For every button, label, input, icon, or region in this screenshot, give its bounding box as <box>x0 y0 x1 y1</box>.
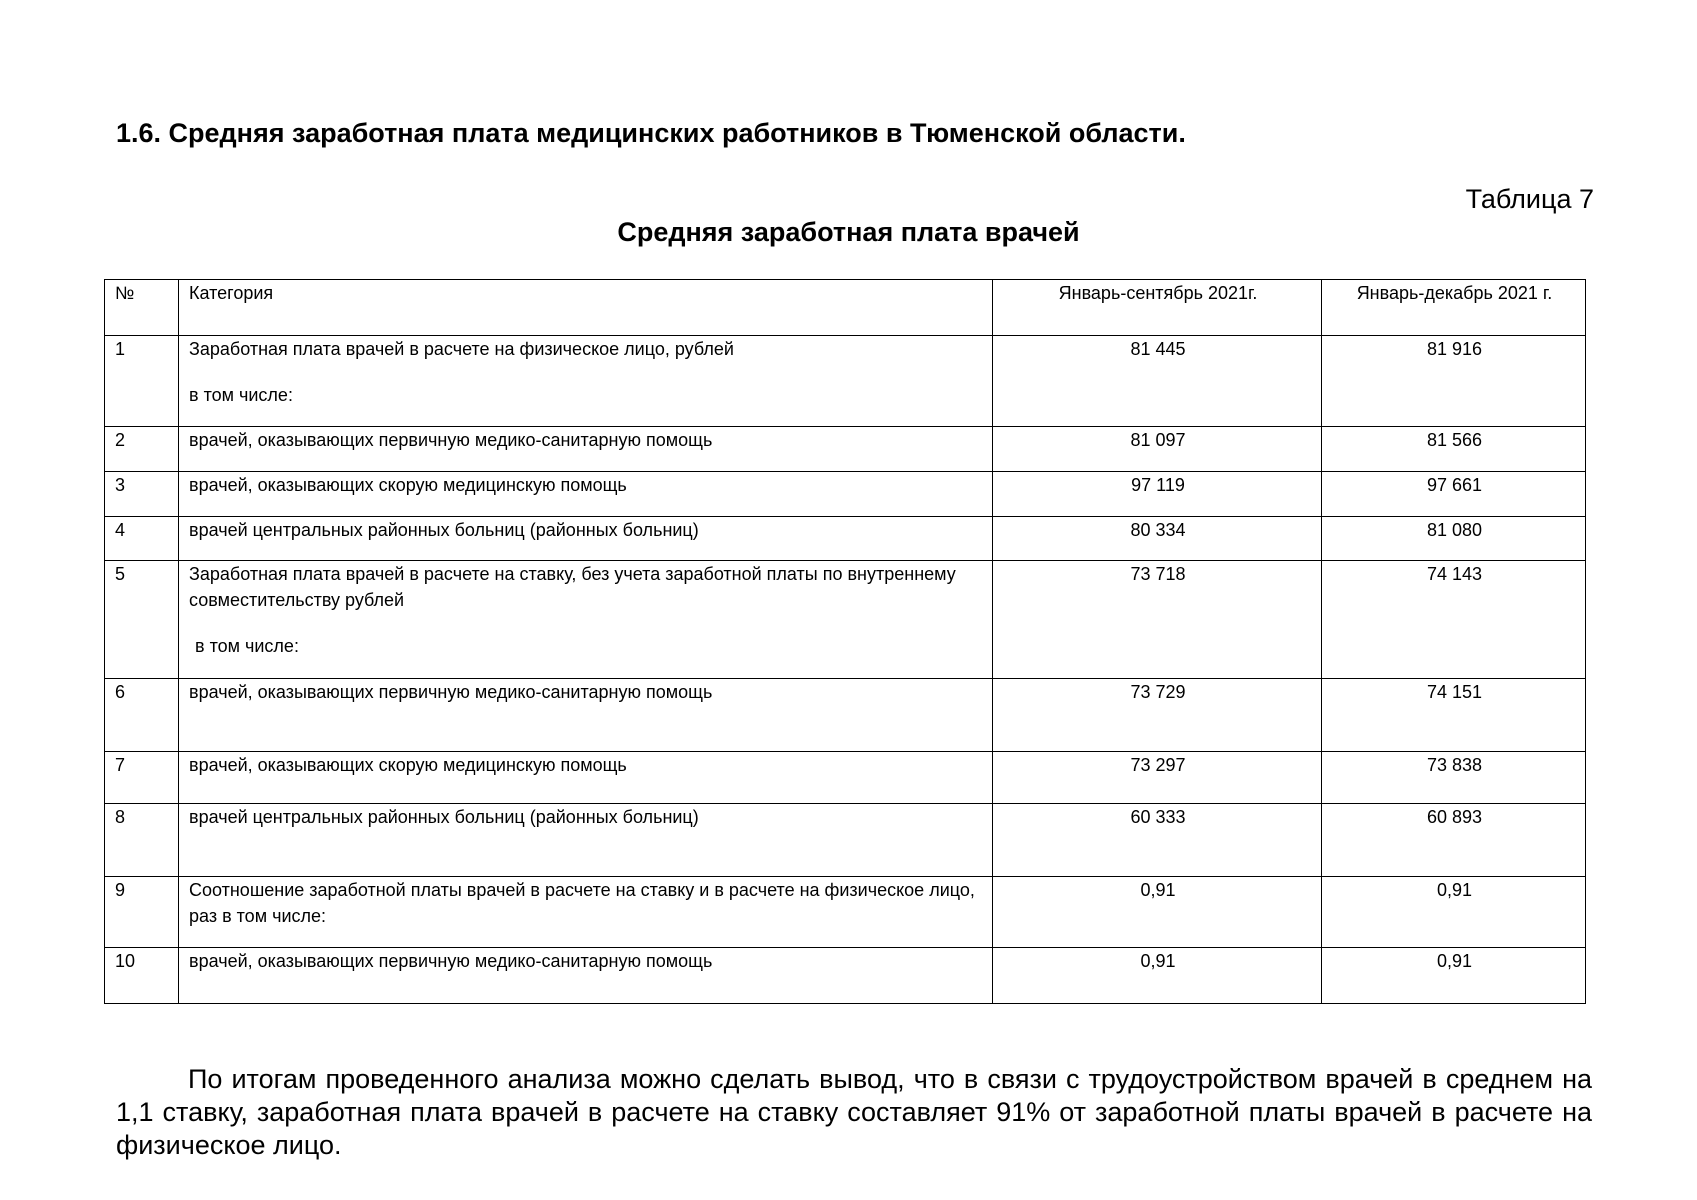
row-no: 3 <box>105 472 179 517</box>
row-no: 6 <box>105 679 179 752</box>
row-no: 9 <box>105 877 179 948</box>
row-value-jan-dec: 0,91 <box>1322 948 1586 1004</box>
row-value-jan-dec: 0,91 <box>1322 877 1586 948</box>
row-value-jan-dec: 97 661 <box>1322 472 1586 517</box>
row-no: 1 <box>105 336 179 427</box>
salary-table <box>104 279 1586 1004</box>
row-value-jan-sep: 81 097 <box>993 427 1322 472</box>
row-value-jan-dec: 81 566 <box>1322 427 1586 472</box>
table-row <box>105 561 1586 679</box>
header-category: Категория <box>179 280 993 336</box>
row-category: врачей центральных районных больниц (районных больниц) <box>179 804 993 877</box>
row-no: 4 <box>105 517 179 561</box>
header-no: № <box>105 280 179 336</box>
row-no: 10 <box>105 948 179 1004</box>
row-category: врачей центральных районных больниц (районных больниц) <box>179 517 993 561</box>
row-category: врачей, оказывающих первичную медико-санитарную помощь <box>179 679 993 752</box>
table-row <box>105 472 1586 517</box>
section-heading: 1.6. Средняя заработная плата медицинских работников в Тюменской области. <box>116 118 1186 148</box>
header-period-jan-dec: Январь-декабрь 2021 г. <box>1322 280 1586 336</box>
row-value-jan-dec: 60 893 <box>1322 804 1586 877</box>
row-category-text: Заработная плата врачей в расчете на ставку, без учета заработной платы по внутреннему совместительству рублей <box>189 564 956 610</box>
row-category-sub: в том числе: <box>195 636 299 656</box>
table-row <box>105 948 1586 1004</box>
table-row <box>105 679 1586 752</box>
row-value-jan-dec: 74 151 <box>1322 679 1586 752</box>
table-header-row <box>105 280 1586 336</box>
row-value-jan-sep: 80 334 <box>993 517 1322 561</box>
row-value-jan-sep: 97 119 <box>993 472 1322 517</box>
row-value-jan-sep: 81 445 <box>993 336 1322 427</box>
row-value-jan-sep: 73 718 <box>993 561 1322 679</box>
row-value-jan-dec: 73 838 <box>1322 752 1586 804</box>
header-period-jan-sep: Январь-сентябрь 2021г. <box>993 280 1322 336</box>
row-value-jan-dec: 74 143 <box>1322 561 1586 679</box>
row-no: 5 <box>105 561 179 679</box>
row-value-jan-dec: 81 916 <box>1322 336 1586 427</box>
table-row <box>105 804 1586 877</box>
row-category: Соотношение заработной платы врачей в расчете на ставку и в расчете на физическое лицо, раз в том числе: <box>179 877 993 948</box>
table-row <box>105 877 1586 948</box>
row-category-text: Заработная плата врачей в расчете на физическое лицо, рублей <box>189 339 734 359</box>
row-value-jan-sep: 0,91 <box>993 948 1322 1004</box>
table-row <box>105 427 1586 472</box>
row-category-sub: в том числе: <box>189 385 293 405</box>
row-category <box>179 336 993 427</box>
row-category <box>179 561 993 679</box>
table-row <box>105 336 1586 427</box>
table-number: Таблица 7 <box>1465 184 1594 214</box>
row-category: врачей, оказывающих скорую медицинскую помощь <box>179 752 993 804</box>
row-no: 2 <box>105 427 179 472</box>
row-value-jan-sep: 73 297 <box>993 752 1322 804</box>
row-value-jan-sep: 73 729 <box>993 679 1322 752</box>
row-value-jan-sep: 60 333 <box>993 804 1322 877</box>
row-category: врачей, оказывающих первичную медико-санитарную помощь <box>179 948 993 1004</box>
row-value-jan-sep: 0,91 <box>993 877 1322 948</box>
row-no: 7 <box>105 752 179 804</box>
row-no: 8 <box>105 804 179 877</box>
table-row <box>105 517 1586 561</box>
conclusion-paragraph: По итогам проведенного анализа можно сделать вывод, что в связи с трудоустройством врачей в среднем на 1,1 ставку, заработная плата врачей в расчете на ставку составляет 91% от заработной платы врачей в расчете на физическое лицо. <box>116 1064 1592 1160</box>
row-value-jan-dec: 81 080 <box>1322 517 1586 561</box>
row-category: врачей, оказывающих первичную медико-санитарную помощь <box>179 427 993 472</box>
table-title: Средняя заработная плата врачей <box>617 217 1080 247</box>
row-category: врачей, оказывающих скорую медицинскую помощь <box>179 472 993 517</box>
table-row <box>105 752 1586 804</box>
